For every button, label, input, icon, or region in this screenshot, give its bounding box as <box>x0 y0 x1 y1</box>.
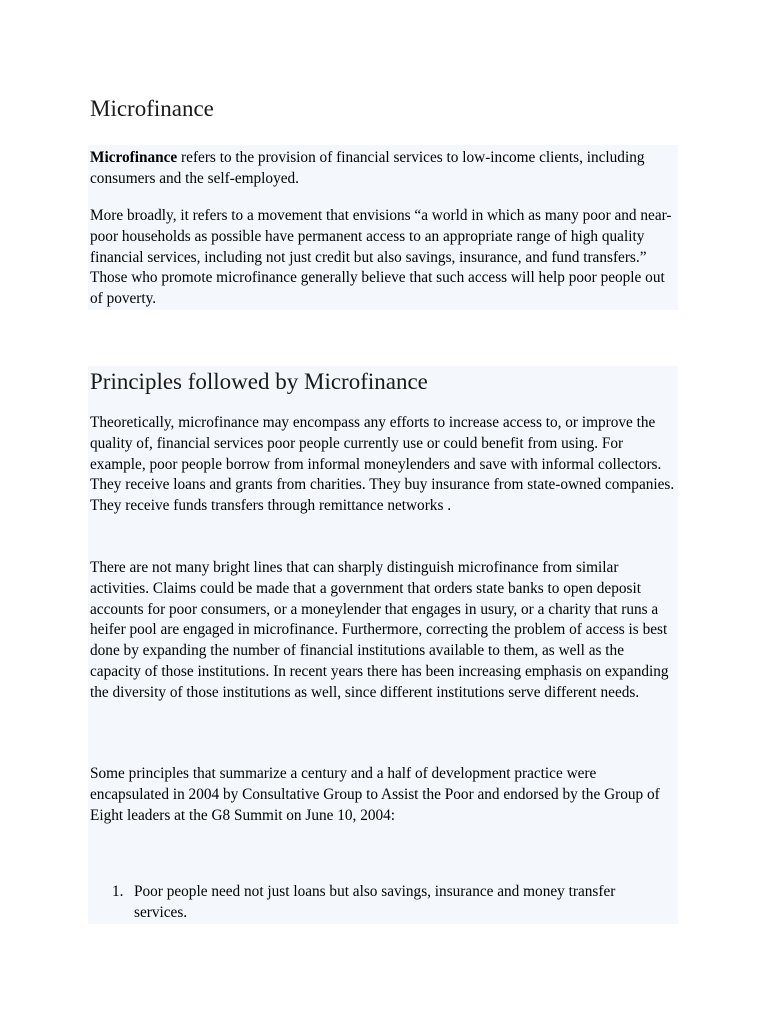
list-item <box>112 882 652 924</box>
principles-intro-paragraph: Some principles that summarize a century and a half of development practice were encapsulated in 2004 by Consultative Group to Assist the Poor and endorsed by the Group of Eight leaders at the G8 Summit on June 10, 2004: <box>90 765 660 824</box>
movement-paragraph: More broadly, it refers to a movement that envisions “a world in which as many poor and near-poor households as possible have permanent access to an appropriate range of high quality financial services, including not just credit but also savings, insurance, and fund transfers.” Those who promote microfinance generally believe that such access will help poor people out of poverty. <box>90 207 672 308</box>
list-item-number: 1. <box>112 883 124 900</box>
section-heading-microfinance: Microfinance <box>90 96 214 121</box>
bold-term: Microfinance <box>90 149 178 166</box>
definition-text: refers to the provision of financial services to low-income clients, including consumers and the self-employed. <box>90 149 645 187</box>
list-item-text: Poor people need not just loans but also savings, insurance and money transfer services. <box>134 883 616 921</box>
principles-list <box>112 882 652 924</box>
definition-paragraph <box>90 148 678 190</box>
theory-paragraph: Theoretically, microfinance may encompass any efforts to increase access to, or improve the quality of, financial services poor people currently use or could benefit from using. For example, poor people borrow from informal moneylenders and save with informal collectors. They receive loans and grants from charities. They buy insurance from state-owned companies. They receive funds transfers through remittance networks . <box>90 414 675 515</box>
bright-lines-paragraph: There are not many bright lines that can sharply distinguish microfinance from similar activities. Claims could be made that a government that orders state banks to open deposit accounts for poor consumers, or a moneylender that engages in usury, or a charity that runs a heifer pool are engaged in microfinance. Furthermore, correcting the problem of access is best done by expanding the number of financial institutions available to them, as well as the capacity of those institutions. In recent years there has been increasing emphasis on expanding the diversity of those institutions as well, since different institutions serve different needs. <box>90 559 669 701</box>
section-heading-principles: Principles followed by Microfinance <box>90 369 428 394</box>
